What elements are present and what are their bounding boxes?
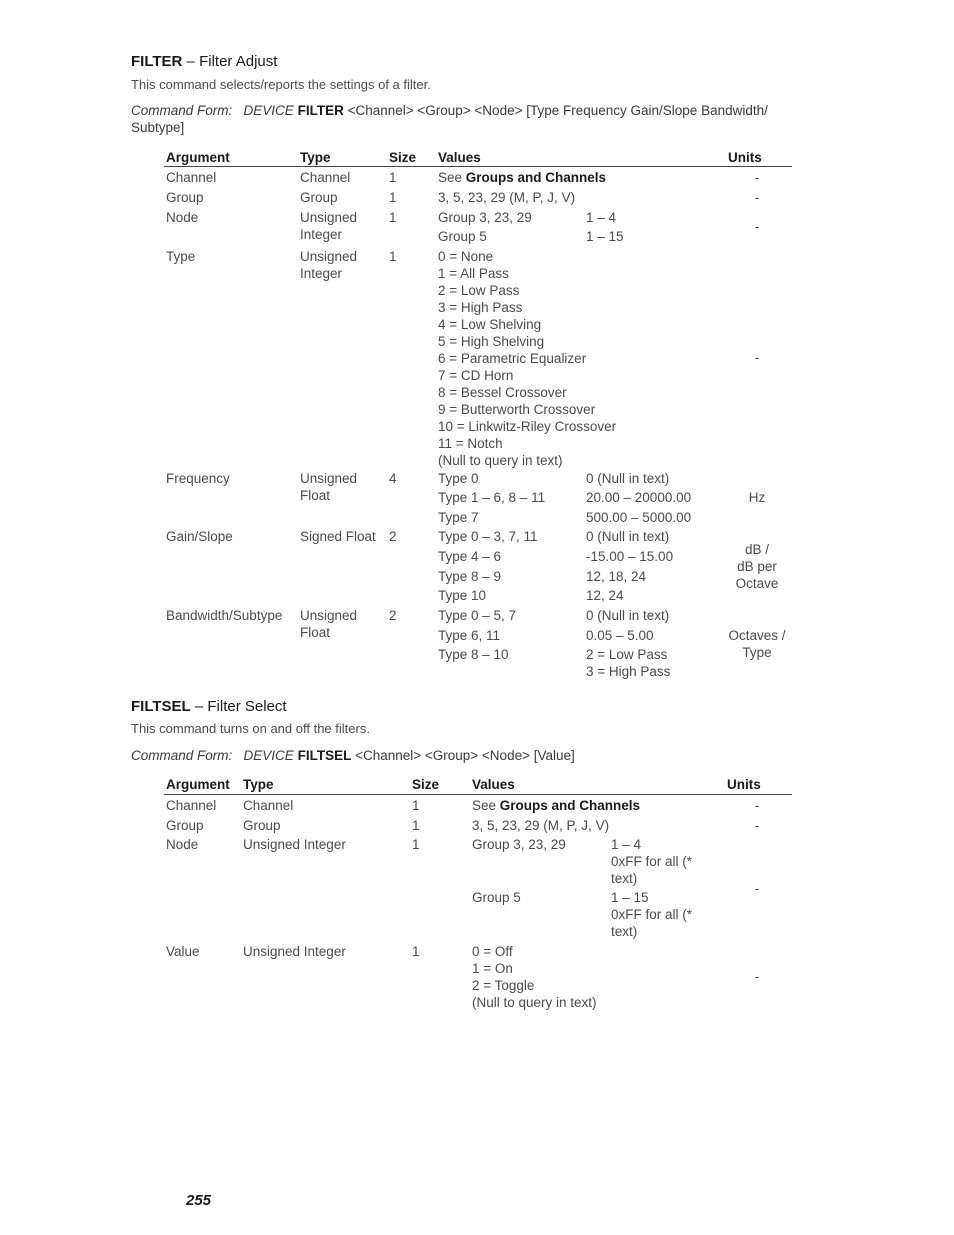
filter-row-bandwidth-v2b: 0.05 – 5.00 [586,628,654,643]
filter-row-node-units: - [754,219,760,234]
groups-channels-ref: Groups and Channels [465,170,607,185]
filter-row-frequency-v2b: 20.00 – 20000.00 [586,490,692,505]
units-line: Type [742,645,772,660]
filter-row-channel-values [438,169,606,186]
filter-row-gain-v1b: 0 (Null in text) [586,529,670,544]
filter-row-type-values [438,248,616,469]
filter-row-channel-size: 1 [389,170,397,185]
filter-row-frequency-argument: Frequency [166,471,230,486]
values-prefix: See [438,170,466,185]
filtsel-title-rest: – Filter Select [190,698,287,715]
units-line: dB / [744,542,769,557]
header-type: Type [300,150,331,165]
filter-row-gain-v2a: Type 4 – 6 [438,549,502,564]
filter-row-frequency-v2a: Type 1 – 6, 8 – 11 [438,490,546,505]
type-line: Unsigned [300,608,358,623]
filtsel-row-node-type: Unsigned Integer [243,837,346,852]
header-values: Values [438,150,481,165]
filter-title-rest: – Filter Adjust [182,53,278,70]
value-line: 0xFF for all (* [611,907,693,922]
type-line: Unsigned [300,471,358,486]
header-units: Units [728,150,762,165]
command-keyword: FILTSEL [297,748,352,763]
filter-row-bandwidth-v1b: 0 (Null in text) [586,608,670,623]
header-size: Size [412,777,440,792]
filtsel-row-node-v1b [611,836,692,887]
units-line: Octave [735,576,779,591]
values-prefix: See [472,798,500,813]
value-line: 0 = None [438,249,494,264]
type-line: Integer [300,227,343,242]
filtsel-row-node-v1a: Group 3, 23, 29 [472,837,566,852]
header-rule [164,166,792,167]
filter-row-bandwidth-size: 2 [389,608,397,623]
filter-row-gain-argument: Gain/Slope [166,529,233,544]
value-line: 2 = Low Pass [438,283,520,298]
value-line: 1 = On [472,961,513,976]
filter-row-frequency-units: Hz [748,490,766,505]
filtsel-row-value-size: 1 [412,944,420,959]
filter-row-frequency-v1a: Type 0 [438,471,479,486]
filter-row-gain-v3b: 12, 18, 24 [586,569,647,584]
filter-row-group-size: 1 [389,190,397,205]
filter-row-bandwidth-v3b [586,646,670,680]
filter-row-gain-type: Signed Float [300,529,376,544]
value-line: 3 = High Pass [586,664,671,679]
filtsel-command-form [131,747,575,764]
device-placeholder: DEVICE [243,103,294,118]
filter-row-group-units: - [754,190,760,205]
filtsel-row-channel-argument: Channel [166,798,217,813]
header-type: Type [243,777,274,792]
header-argument: Argument [166,777,230,792]
filter-description: This command selects/reports the settings of a filter. [131,77,431,92]
filtsel-row-value-values [472,943,597,1011]
value-line: 7 = CD Horn [438,368,514,383]
command-args: <Channel> <Group> <Node> [Value] [351,748,575,763]
filter-row-frequency-v3a: Type 7 [438,510,479,525]
filter-row-frequency-v1b: 0 (Null in text) [586,471,670,486]
filter-row-type-argument: Type [166,249,196,264]
filter-cmd-name: FILTER [131,53,183,70]
filtsel-description: This command turns on and off the filters. [131,721,370,736]
groups-channels-ref: Groups and Channels [499,798,641,813]
units-line: Octaves / [728,628,786,643]
filtsel-row-channel-size: 1 [412,798,420,813]
value-line: 5 = High Shelving [438,334,545,349]
filtsel-row-group-argument: Group [166,818,204,833]
header-size: Size [389,150,417,165]
filter-row-gain-units [722,541,792,592]
value-line: 2 = Toggle [472,978,535,993]
value-line: text) [611,924,638,939]
command-form-label: Command Form: [131,103,233,118]
value-line: (Null to query in text) [472,995,597,1010]
value-line: text) [611,871,638,886]
filter-row-frequency-v3b: 500.00 – 5000.00 [586,510,692,525]
value-line: 0 = Off [472,944,513,959]
filter-row-node-v2a: Group 5 [438,229,487,244]
filter-row-frequency-type [300,470,357,504]
filtsel-title [131,698,287,715]
value-line: 1 – 4 [611,837,642,852]
filter-row-type-units: - [754,350,760,365]
filtsel-row-channel-units: - [754,798,760,813]
command-keyword: FILTER [297,103,344,118]
filter-row-gain-size: 2 [389,529,397,544]
filter-row-gain-v1a: Type 0 – 3, 7, 11 [438,529,538,544]
type-line: Float [300,488,331,503]
filter-row-group-argument: Group [166,190,204,205]
value-line: 4 = Low Shelving [438,317,542,332]
value-line: 8 = Bessel Crossover [438,385,567,400]
filter-row-bandwidth-units [722,627,792,661]
filtsel-row-node-v2a: Group 5 [472,890,521,905]
filter-command-form-cont: Subtype] [131,120,185,135]
value-line: 10 = Linkwitz-Riley Crossover [438,419,617,434]
filter-row-group-values: 3, 5, 23, 29 (M, P, J, V) [438,190,576,205]
filter-row-gain-v3a: Type 8 – 9 [438,569,502,584]
filter-row-node-v1a: Group 3, 23, 29 [438,210,532,225]
filter-row-frequency-size: 4 [389,471,397,486]
filtsel-row-group-size: 1 [412,818,420,833]
filter-row-node-v2b: 1 – 15 [586,229,624,244]
filtsel-cmd-name: FILTSEL [131,698,191,715]
filtsel-row-value-type: Unsigned Integer [243,944,346,959]
filter-row-gain-v2b: -15.00 – 15.00 [586,549,674,564]
value-line: 2 = Low Pass [586,647,668,662]
filter-row-node-v1b: 1 – 4 [586,210,617,225]
filter-row-bandwidth-v1a: Type 0 – 5, 7 [438,608,517,623]
value-line: 11 = Notch [438,436,503,451]
filter-row-channel-units: - [754,170,760,185]
type-line: Float [300,625,331,640]
filter-title [131,53,277,70]
filter-row-group-type: Group [300,190,338,205]
filter-row-bandwidth-argument: Bandwidth/Subtype [166,608,283,623]
page-number: 255 [186,1192,212,1209]
filter-row-channel-type: Channel [300,170,351,185]
filter-row-bandwidth-type [300,607,357,641]
filter-row-type-type [300,248,357,282]
command-form-label: Command Form: [131,748,233,763]
units-line: dB per [737,559,777,574]
value-line: 1 = All Pass [438,266,509,281]
header-units: Units [727,777,761,792]
value-line: 0xFF for all (* [611,854,693,869]
device-placeholder: DEVICE [243,748,294,763]
filtsel-row-node-units: - [754,881,760,896]
command-args: <Channel> <Group> <Node> [Type Frequency Gain/Slope Bandwidth/ [343,103,768,118]
value-line: 3 = High Pass [438,300,523,315]
filter-row-bandwidth-v2a: Type 6, 11 [438,628,501,643]
filter-row-bandwidth-v3a: Type 8 – 10 [438,647,509,662]
filter-row-gain-v4b: 12, 24 [586,588,624,603]
filtsel-row-channel-type: Channel [243,798,294,813]
value-line: 1 – 15 [611,890,649,905]
filtsel-row-channel-values [472,797,640,814]
filtsel-row-value-argument: Value [166,944,200,959]
filtsel-row-value-units: - [754,969,760,984]
value-line: (Null to query in text) [438,453,563,468]
value-line: 6 = Parametric Equalizer [438,351,587,366]
filter-row-node-argument: Node [166,210,199,225]
filtsel-row-node-size: 1 [412,837,420,852]
header-argument: Argument [166,150,230,165]
filter-row-type-size: 1 [389,249,397,264]
type-line: Unsigned [300,249,358,264]
filter-row-gain-v4a: Type 10 [438,588,487,603]
filter-row-node-type [300,209,357,243]
header-rule [164,794,792,795]
header-values: Values [472,777,515,792]
filter-row-node-size: 1 [389,210,397,225]
filtsel-row-group-units: - [754,818,760,833]
filter-row-channel-argument: Channel [166,170,217,185]
filtsel-row-group-values: 3, 5, 23, 29 (M, P, J, V) [472,818,610,833]
value-line: 9 = Butterworth Crossover [438,402,596,417]
filter-command-form [131,102,768,119]
filtsel-row-group-type: Group [243,818,281,833]
filtsel-row-node-argument: Node [166,837,199,852]
type-line: Integer [300,266,343,281]
filtsel-row-node-v2b [611,889,692,940]
type-line: Unsigned [300,210,358,225]
